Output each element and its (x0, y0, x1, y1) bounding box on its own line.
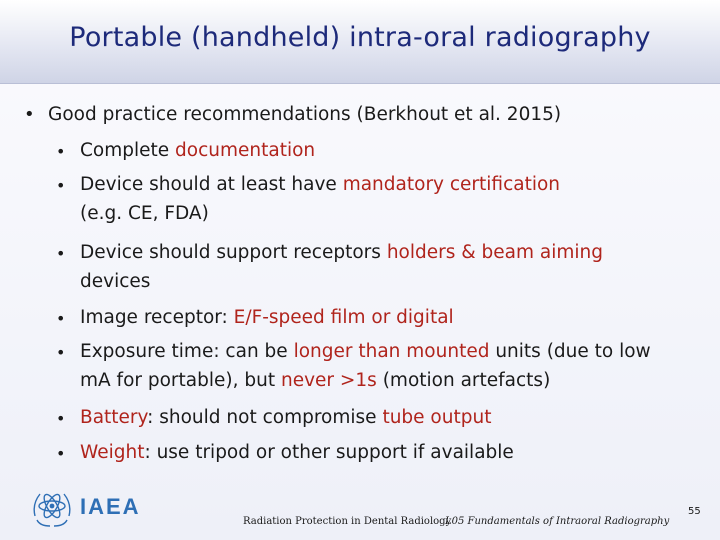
text-segment: : should not compromise (147, 407, 383, 428)
sub-bullet-dot: • (56, 176, 66, 195)
text-segment: devices (80, 271, 151, 292)
sub-bullet-line (80, 238, 700, 267)
sub-bullet-line (80, 170, 700, 199)
sub-bullet-line (80, 303, 700, 332)
text-segment: Complete (80, 140, 176, 161)
text-segment: Device should support receptors (80, 242, 387, 263)
sub-bullet-line (80, 136, 700, 165)
sub-bullet-line (80, 438, 700, 467)
sub-bullet-item (80, 136, 700, 165)
iaea-logo (30, 482, 160, 530)
text-segment: Device should at least have (80, 174, 343, 195)
sub-bullet-dot: • (56, 142, 66, 161)
sub-bullet-item (80, 303, 700, 332)
sub-bullet-item (80, 170, 700, 228)
sub-bullet-dot: • (56, 244, 66, 263)
text-segment: : use tripod or other support if available (144, 442, 514, 463)
slide-title: Portable (handheld) intra-oral radiography (69, 22, 651, 53)
footer-lecture-title: L05 Fundamentals of Intraoral Radiography (445, 516, 670, 527)
text-segment: (e.g. CE, FDA) (80, 203, 209, 224)
text-segment: units (due to low (489, 341, 651, 362)
sub-bullet-line (80, 366, 700, 395)
highlighted-text: tube output (382, 407, 492, 428)
sub-bullet-dot: • (56, 343, 66, 362)
bullet-dot: • (24, 104, 35, 125)
highlighted-text: Battery (80, 407, 148, 428)
highlighted-text: mandatory certification (342, 174, 561, 195)
page-number: 55 (688, 506, 701, 517)
sub-bullet-dot: • (56, 444, 66, 463)
sub-bullet-item (80, 438, 700, 467)
highlighted-text: holders & beam aiming (386, 242, 604, 263)
footer-course-title: Radiation Protection in Dental Radiology (243, 516, 452, 527)
sub-bullet-line (80, 337, 700, 366)
highlighted-text: never >1s (280, 370, 377, 391)
text-segment: mA for portable), but (80, 370, 281, 391)
highlighted-text: E/F-speed film or digital (233, 307, 454, 328)
logo-text: IAEA (80, 494, 141, 519)
text-segment: Exposure time: can be (80, 341, 294, 362)
text-segment: Image receptor: (80, 307, 234, 328)
sub-bullet-item (80, 403, 700, 432)
sub-bullet-dot: • (56, 409, 66, 428)
sub-bullet-line (80, 267, 700, 296)
sub-bullet-line (80, 403, 700, 432)
sub-bullet-line (80, 199, 700, 228)
sub-bullet-item (80, 238, 700, 296)
sub-bullet-item (80, 337, 700, 395)
sub-bullet-dot: • (56, 309, 66, 328)
highlighted-text: documentation (175, 140, 316, 161)
main-bullet: Good practice recommendations (Berkhout et al. 2015) (48, 104, 562, 125)
highlighted-text: Weight (80, 442, 145, 463)
iaea-emblem-icon (30, 482, 160, 530)
highlighted-text: longer than mounted (293, 341, 490, 362)
text-segment: (motion artefacts) (376, 370, 551, 391)
